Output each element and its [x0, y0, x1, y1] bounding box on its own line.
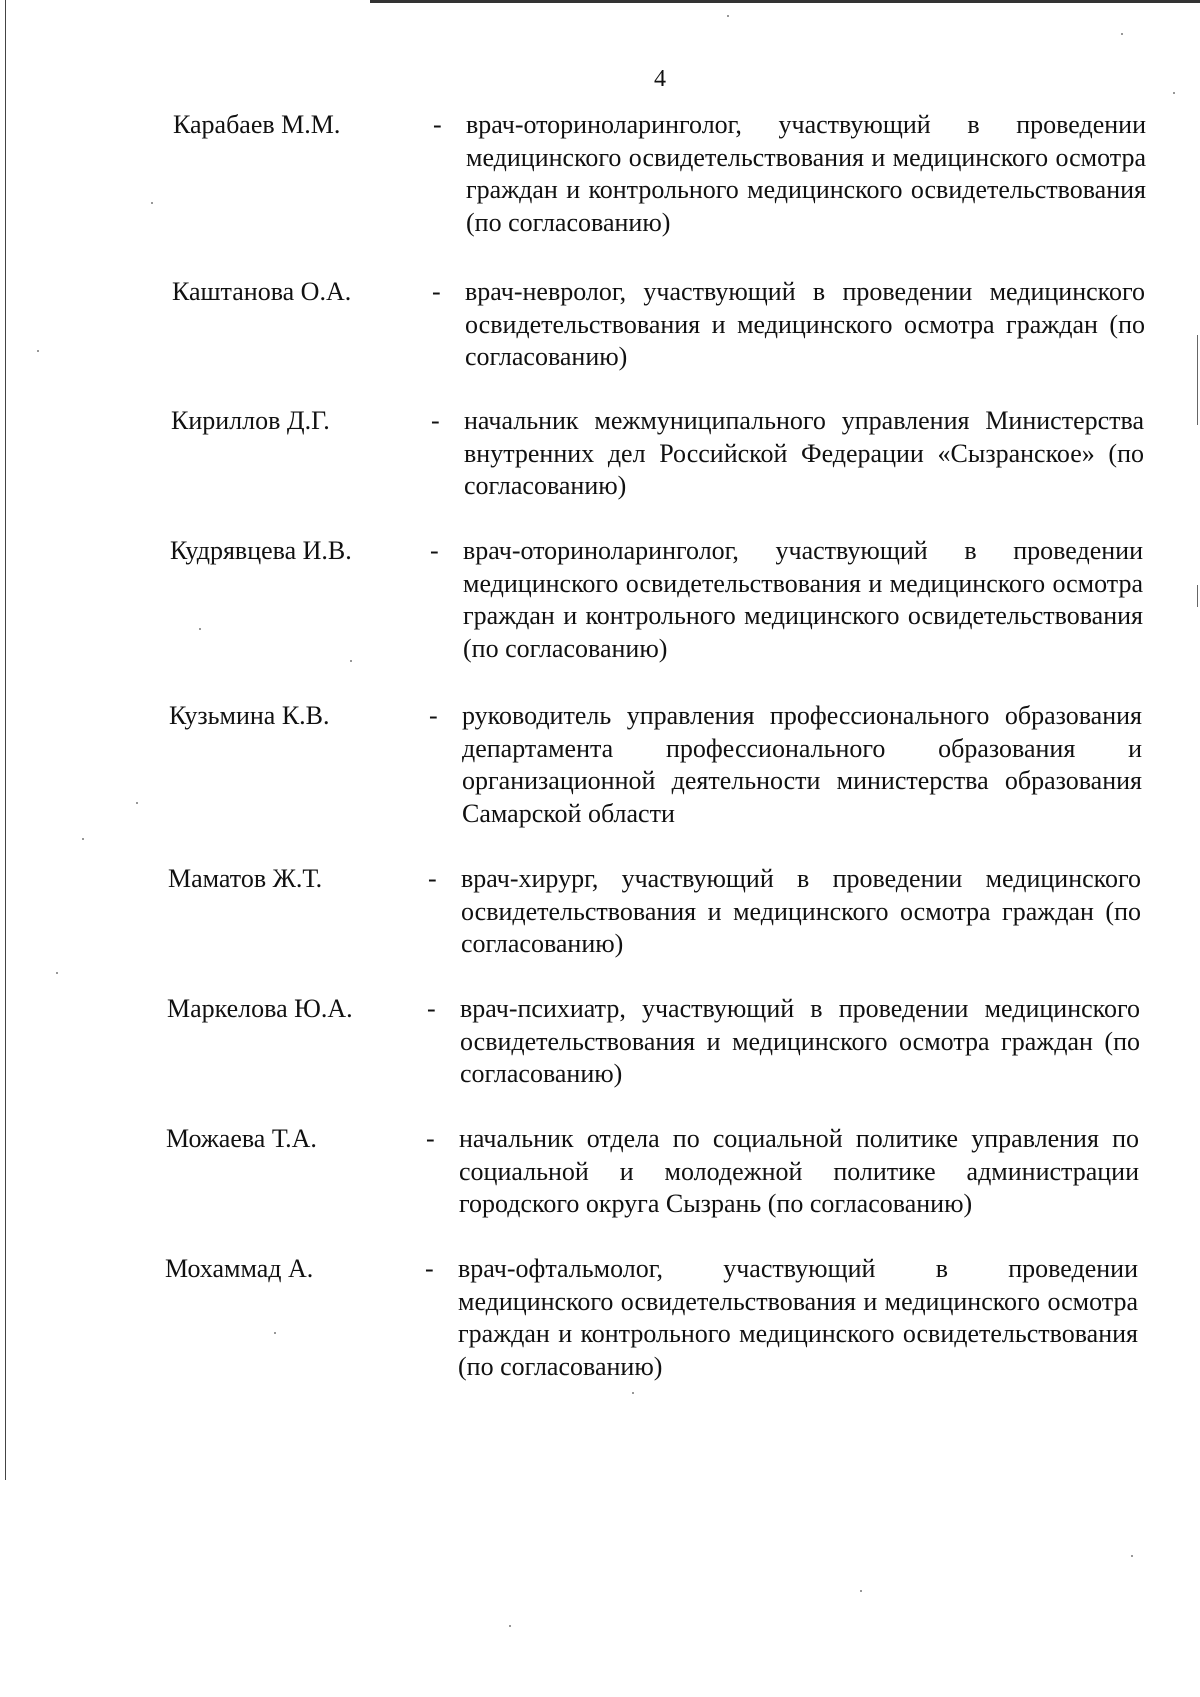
- member-name: Маркелова Ю.А.: [167, 994, 353, 1023]
- member-role: начальник межмуниципального управления Министерства внутренних дел Российской Федерации «Сызранское» (по согласованию): [464, 406, 1144, 500]
- scan-speck: [860, 1590, 862, 1592]
- left-border-line: [5, 0, 6, 1697]
- dash-separator: -: [432, 277, 441, 306]
- scan-speck: [350, 660, 352, 662]
- member-name: Мохаммад А.: [165, 1254, 314, 1283]
- scan-speck: [136, 802, 138, 804]
- member-role: врач-оториноларинголог, участвующий в проведении медицинского освидетельствования и медицинского осмотра граждан и контрольного медицинского освидетельствования (по согласованию): [463, 536, 1143, 663]
- member-role: врач-психиатр, участвующий в проведении медицинского освидетельствования и медицинского осмотра граждан (по согласованию): [460, 994, 1140, 1088]
- page-number: 4: [654, 66, 666, 92]
- member-name: Кузьмина К.В.: [169, 701, 330, 730]
- scan-speck: [509, 1625, 511, 1627]
- member-role: врач-офтальмолог, участвующий в проведении медицинского освидетельствования и медицинского осмотра граждан и контрольного медицинского освидетельствования (по согласованию): [458, 1254, 1138, 1381]
- member-name: Карабаев М.М.: [173, 110, 341, 139]
- dash-separator: -: [426, 1124, 435, 1153]
- member-name: Каштанова О.А.: [172, 277, 352, 306]
- dash-separator: -: [427, 994, 436, 1023]
- scan-speck: [82, 838, 84, 840]
- member-role: начальник отдела по социальной политике управления по социальной и молодежной политике администрации городского округа Сызрань (по согласованию): [459, 1124, 1139, 1218]
- scan-speck: [1121, 33, 1123, 35]
- scan-mark: [1197, 585, 1198, 607]
- scan-speck: [37, 350, 39, 352]
- scan-speck: [632, 1392, 634, 1394]
- member-name: Кудрявцева И.В.: [170, 536, 352, 565]
- dash-separator: -: [430, 536, 439, 565]
- scan-speck: [274, 1332, 276, 1334]
- dash-separator: -: [433, 110, 442, 139]
- member-name: Кириллов Д.Г.: [171, 406, 330, 435]
- top-border-line: [0, 0, 1200, 3]
- scan-speck: [1173, 92, 1175, 94]
- dash-separator: -: [425, 1254, 434, 1283]
- dash-separator: -: [429, 701, 438, 730]
- member-name: Маматов Ж.Т.: [168, 864, 323, 893]
- dash-separator: -: [431, 406, 440, 435]
- scan-speck: [199, 628, 201, 630]
- scan-speck: [56, 972, 58, 974]
- scan-speck: [1131, 1555, 1133, 1557]
- member-role: руководитель управления профессионального образования департамента профессионального образования и организационной деятельности министерства образования Самарской области: [462, 701, 1142, 828]
- scan-speck: [151, 202, 153, 204]
- member-role: врач-невролог, участвующий в проведении медицинского освидетельствования и медицинского осмотра граждан (по согласованию): [465, 277, 1145, 371]
- member-role: врач-хирург, участвующий в проведении медицинского освидетельствования и медицинского осмотра граждан (по согласованию): [461, 864, 1141, 958]
- scan-speck: [727, 15, 729, 17]
- member-name: Можаева Т.А.: [166, 1124, 317, 1153]
- dash-separator: -: [428, 864, 437, 893]
- member-role: врач-оториноларинголог, участвующий в проведении медицинского освидетельствования и медицинского осмотра граждан и контрольного медицинского освидетельствования (по согласованию): [466, 110, 1146, 237]
- scan-mark: [1197, 335, 1198, 425]
